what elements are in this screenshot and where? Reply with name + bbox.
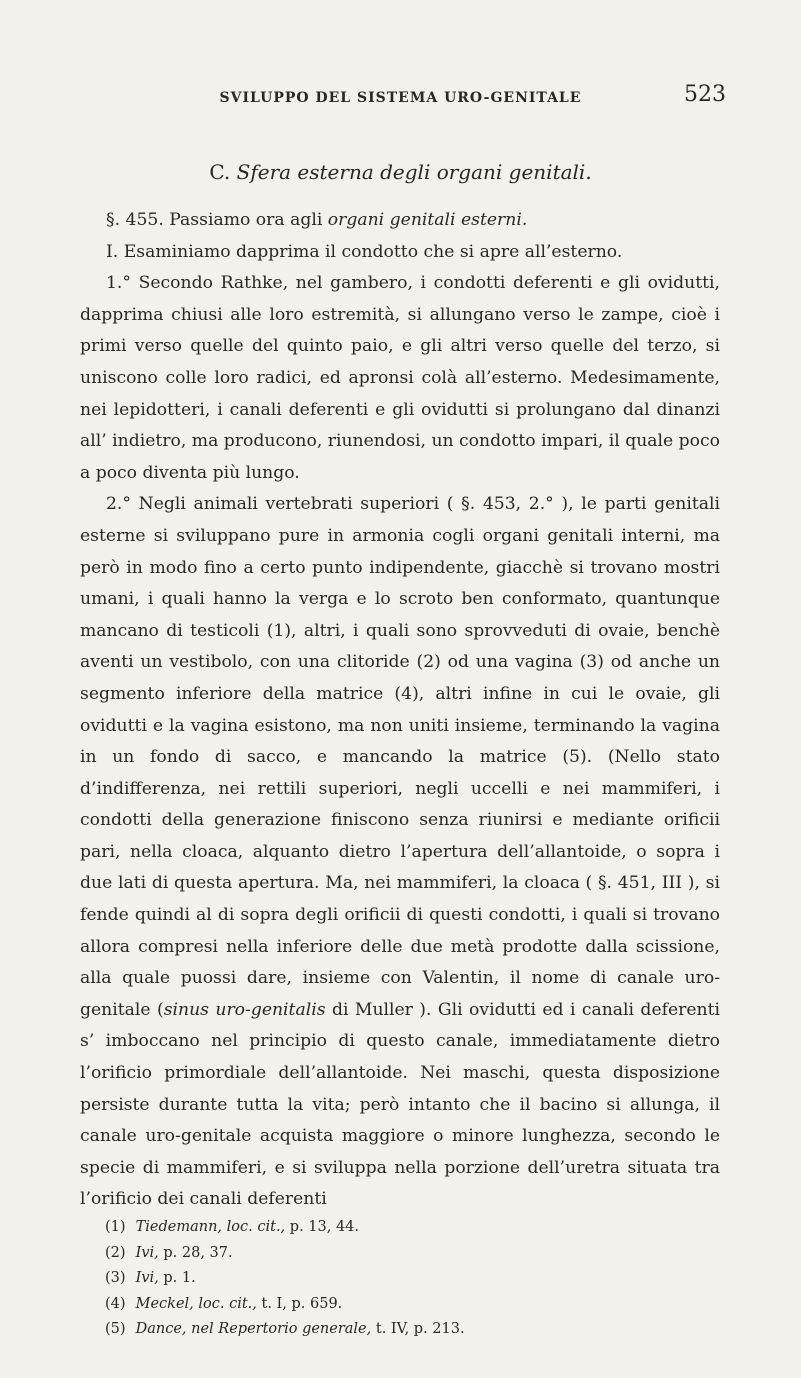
footnote: (1) Tiedemann, loc. cit., p. 13, 44. bbox=[105, 1219, 360, 1235]
footnote: (4) Meckel, loc. cit., t. I, p. 659. bbox=[105, 1295, 343, 1312]
body-text bbox=[80, 205, 720, 1216]
paragraph-number: §. 455. bbox=[106, 210, 164, 230]
section-title bbox=[0, 160, 801, 184]
paragraph-I: I. Esaminiamo dapprima il condotto che si apre all’esterno. bbox=[106, 241, 623, 262]
section-letter: C. bbox=[209, 160, 231, 184]
footnote: (2) Ivi, p. 28, 37. bbox=[105, 1244, 233, 1261]
running-head: SVILUPPO DEL SISTEMA URO-GENITALE bbox=[219, 90, 582, 106]
paragraph-1: 1.° Secondo Rathke, nel gambero, i condotti deferenti e gli ovidutti, dapprima chiusi alle loro estremità, si allungano verso le zampe, cioè i primi verso quelle del quinto paio, e gli altri verso quelle del terzo, si uniscono colle loro radici, ed apronsi colà all’esterno. Medesimamente, nei lepidotteri, i canali deferenti e gli ovidutti si prolungano dal dinanzi all’ indietro, ma producono, riunendosi, un condotto impari, il quale poco a poco diventa più lungo. bbox=[80, 273, 720, 483]
footnotes bbox=[105, 1215, 705, 1343]
footnote: (3) Ivi, p. 1. bbox=[105, 1270, 196, 1286]
emphasis: sinus uro-genitalis bbox=[163, 999, 326, 1020]
paragraph-2: 2.° Negli animali vertebrati superiori ( §. 453, 2.° ), le parti genitali esterne si sviluppano pure in armonia cogli organi genitali interni, ma però in modo fino a certo punto indipendente, giacchè si trovano mostri umani, i quali hanno la verga e lo scroto ben conformato, quantunque mancano di testicoli (1), altri, i quali sono sprovveduti di ovaie, benchè aventi un vestibolo, con una clitoride (2) od una vagina (3) od anche un segmento inferiore della matrice (4), altri infine in cui le ovaie, gli ovidutti e la vagina esistono, ma non uniti insieme, terminando la vagina in un fondo di sacco, e mancando la matrice (5). (Nello stato d’indifferenza, nei rettili superiori, negli uccelli e nei mammiferi, i condotti della generazione finiscono senza riunirsi e mediante orificii pari, nella cloaca, alquanto dietro l’apertura dell’allantoide, o sopra i due lati di questa apertura. Ma, nei mammiferi, la cloaca ( §. 451, III ), si fende quindi al di sopra degli orificii di questi condotti, i quali si trovano allora compresi nella inferiore delle due metà prodotte dalla scissione, alla quale puossi dare, insieme con Valentin, il nome di canale uro-genitale (sinus uro-genitalis di Muller ). Gli ovidutti ed i canali deferenti s’ imboccano nel principio di questo canale, immediatamente dietro l’orificio primordiale dell’allantoide. Nei maschi, questa disposizione persiste durante tutta la vita; però intanto che il bacino si allunga, il canale uro-genitale acquista maggiore o minore lunghezza, secondo le specie di mammiferi, e si sviluppa nella porzione dell’uretra situata tra l’orificio dei canali deferenti bbox=[80, 494, 721, 1210]
paragraph-455: §. 455. Passiamo ora agli organi genitali esterni. bbox=[106, 210, 528, 230]
emphasis: organi genitali esterni. bbox=[327, 210, 528, 230]
footnote: (5) Dance, nel Repertorio generale, t. IV, p. 213. bbox=[105, 1321, 465, 1337]
page-number: 523 bbox=[684, 82, 726, 107]
section-heading: Sfera esterna degli organi genitali. bbox=[236, 160, 592, 184]
